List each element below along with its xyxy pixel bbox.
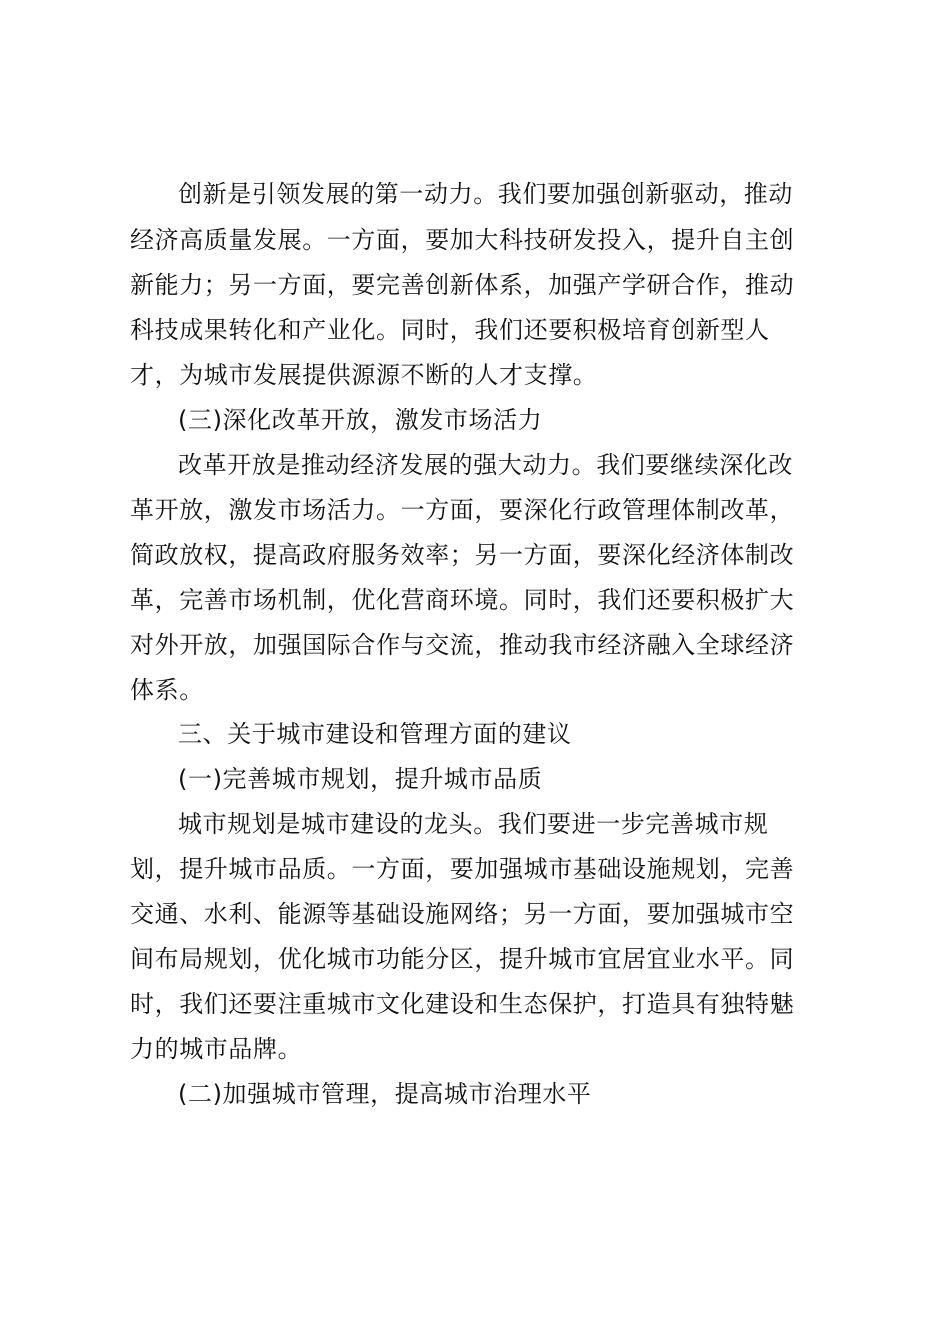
text-line: 经济高质量发展。一方面，要加大科技研发投入，提升自主创 [130, 226, 795, 254]
text-line: 划，提升城市品质。一方面，要加强城市基础设施规划，完善 [130, 855, 795, 883]
text-line: 科技成果转化和产业化。同时，我们还要积极培育创新型人 [130, 316, 770, 344]
section-heading: (二)加强城市管理，提高城市治理水平 [178, 1080, 592, 1108]
text-line: 简政放权，提高政府服务效率；另一方面，要深化经济体制改 [130, 541, 795, 569]
text-line: 新能力；另一方面，要完善创新体系，加强产学研合作，推动 [130, 271, 795, 299]
text-line: 城市规划是城市建设的龙头。我们要进一步完善城市规 [178, 810, 769, 838]
text-line: 间布局规划，优化城市功能分区，提升城市宜居宜业水平。同 [130, 945, 795, 973]
section-heading: (三)深化改革开放，激发市场活力 [178, 406, 543, 434]
text-line: 交通、水利、能源等基础设施网络；另一方面，要加强城市空 [130, 900, 795, 928]
text-line: 时，我们还要注重城市文化建设和生态保护，打造具有独特魅 [130, 990, 795, 1018]
section-heading: 三、关于城市建设和管理方面的建议 [178, 720, 572, 748]
text-line: 革开放，激发市场活力。一方面，要深化行政管理体制改革， [130, 496, 795, 524]
text-line: 对外开放，加强国际合作与交流，推动我市经济融入全球经济 [130, 631, 795, 659]
text-line: 革，完善市场机制，优化营商环境。同时，我们还要积极扩大 [130, 586, 795, 614]
text-line: 力的城市品牌。 [130, 1035, 303, 1063]
text-line: 体系。 [130, 676, 204, 704]
text-line: 改革开放是推动经济发展的强大动力。我们要继续深化改 [178, 451, 793, 479]
text-line: 才，为城市发展提供源源不断的人才支撑。 [130, 361, 598, 389]
text-line: 创新是引领发展的第一动力。我们要加强创新驱动，推动 [178, 180, 793, 208]
section-heading: (一)完善城市规划，提升城市品质 [178, 765, 543, 793]
